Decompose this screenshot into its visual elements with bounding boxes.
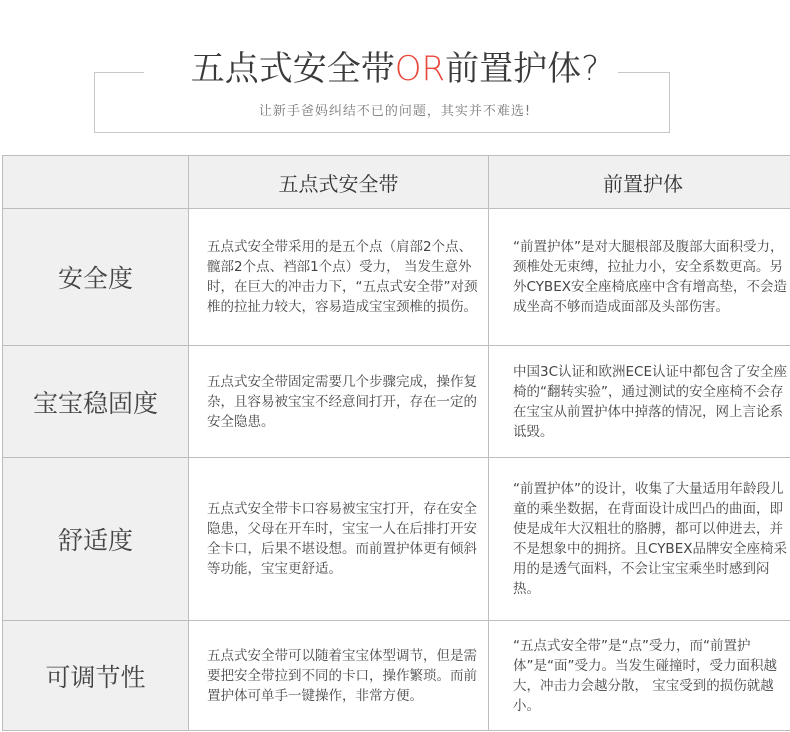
column-header-five-point-harness: 五点式安全带 (189, 156, 489, 209)
row-header-stability: 宝宝稳固度 (3, 346, 189, 458)
comparison-table (2, 155, 790, 731)
table-cell: “前置护体”的设计，收集了大量适用年龄段儿童的乘坐数据，在背面设计成凹凸的曲面，即使是成年大汉粗壮的胳膊，都可以伸进去，并不是想象中的拥挤。且CYBEX品牌安全座椅采用的是透气面料，不会让宝宝乘坐时感到闷热。 (489, 458, 790, 621)
table-row (3, 209, 790, 346)
table-cell: 五点式安全带固定需要几个步骤完成，操作复杂，且容易被宝宝不经意间打开，存在一定的安全隐患。 (189, 346, 489, 458)
title-part1: 五点式安全带 (190, 49, 395, 89)
row-header-comfort: 舒适度 (3, 458, 189, 621)
title-accent: OR (394, 49, 446, 89)
table-row (3, 458, 790, 621)
table-corner-cell (3, 156, 189, 209)
header (0, 0, 790, 150)
table-row (3, 621, 790, 731)
page-subtitle: 让新手爸妈纠结不已的问题，其实并不难选! (258, 104, 532, 119)
row-header-adjustability: 可调节性 (3, 621, 189, 731)
table-cell: 五点式安全带可以随着宝宝体型调节，但是需要把安全带拉到不同的卡口，操作繁琐。而前置护体可单手一键操作，非常方便。 (189, 621, 489, 731)
table-row (3, 346, 790, 458)
table-cell: “五点式安全带”是“点”受力，而“前置护体”是“面”受力。当发生碰撞时，受力面积越大，冲击力会越分散， 宝宝受到的损伤就越小。 (489, 621, 790, 731)
table-cell: 五点式安全带卡口容易被宝宝打开，存在安全隐患，父母在开车时，宝宝一人在后排打开安全卡口，后果不堪设想。而前置护体更有倾斜等功能，宝宝更舒适。 (189, 458, 489, 621)
table-cell: “前置护体”是对大腿根部及腹部大面积受力，颈椎处无束缚，拉扯力小，安全系数更高。另外CYBEX安全座椅底座中含有增高垫，不会造成坐高不够而造成面部及头部伤害。 (489, 209, 790, 346)
table-cell: 中国3C认证和欧洲ECE认证中都包含了安全座椅的“翻转实验”，通过测试的安全座椅不会存在宝宝从前置护体中掉落的情况，网上言论系诋毁。 (489, 346, 790, 458)
table-cell: 五点式安全带采用的是五个点（肩部2个点、髋部2个点、裆部1个点）受力， 当发生意外时，在巨大的冲击力下，“五点式安全带”对颈椎的拉扯力较大，容易造成宝宝颈椎的损伤。 (189, 209, 489, 346)
title-part2: 前置护体? (445, 49, 600, 89)
table-header-row (3, 156, 790, 209)
page-title (0, 44, 790, 94)
row-header-safety: 安全度 (3, 209, 189, 346)
column-header-impact-shield: 前置护体 (489, 156, 790, 209)
